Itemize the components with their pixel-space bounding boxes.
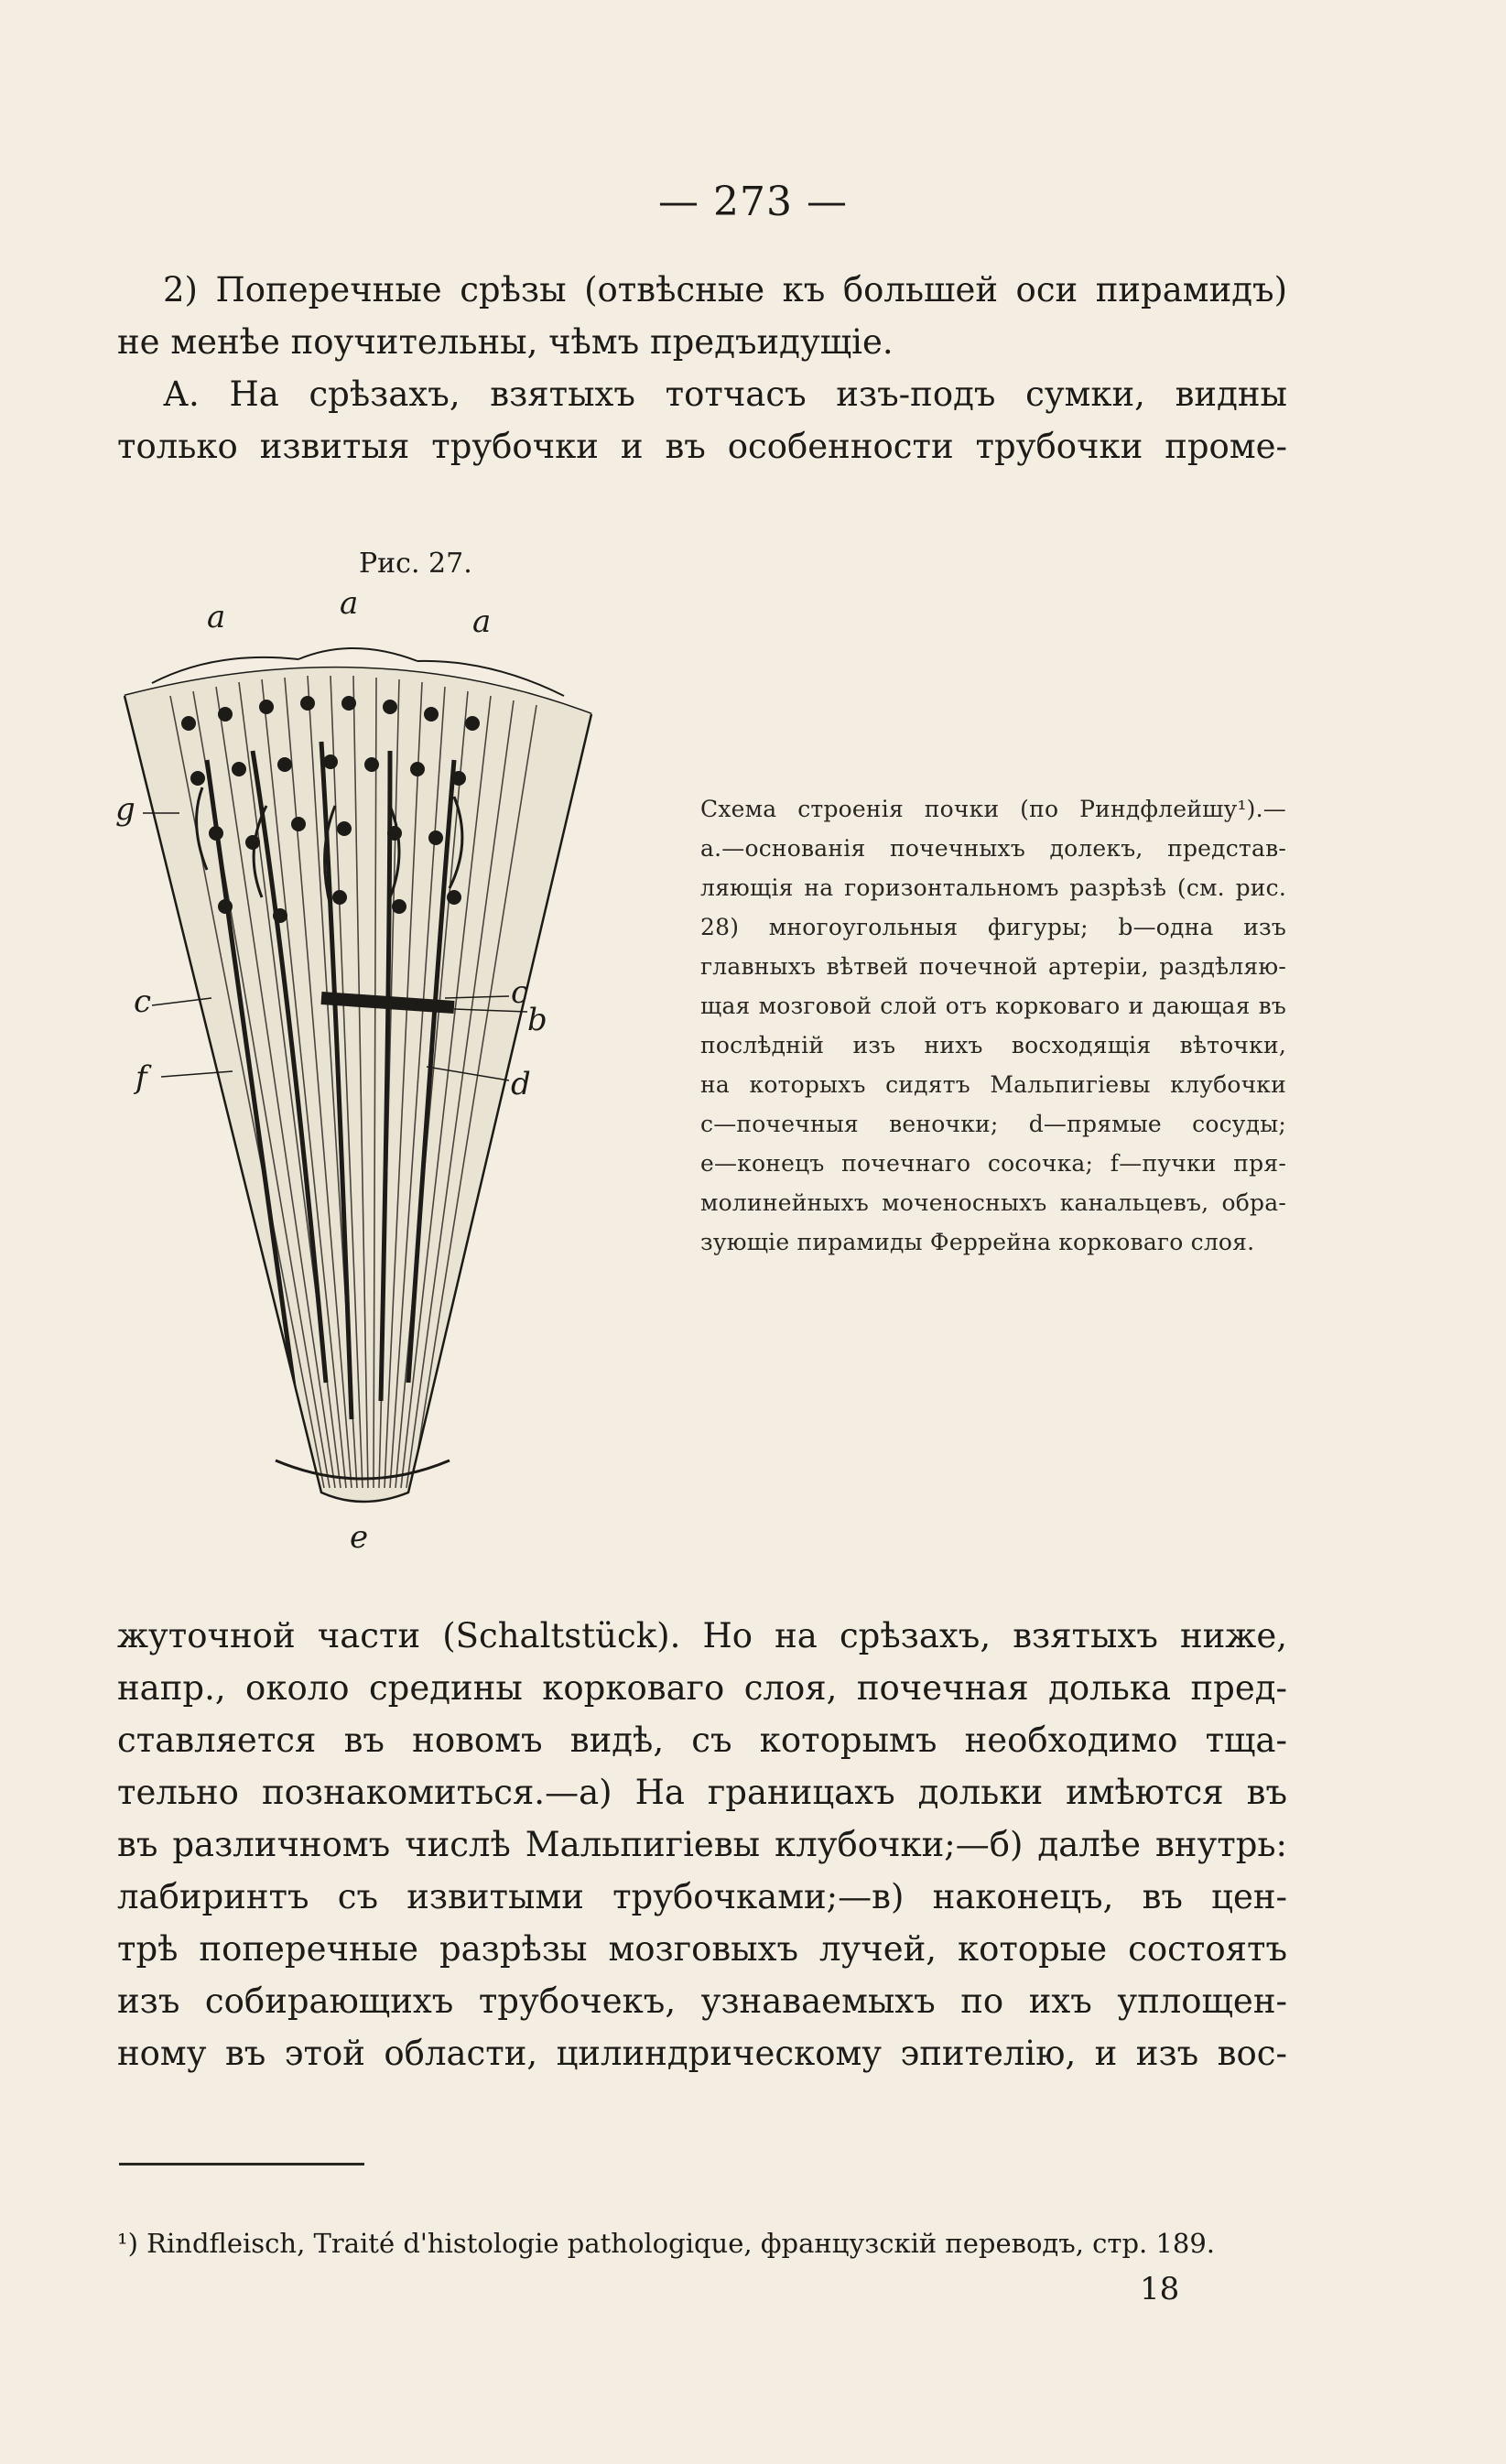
figure-legend <box>700 789 1286 1262</box>
text-line: ставляется въ новомъ видѣ, съ которымъ необходимо тща- <box>117 1720 1287 1760</box>
bottom-paragraph <box>117 1610 1287 2079</box>
legend-line: e—конецъ почечнаго сосочка; f—пучки пря- <box>700 1150 1286 1177</box>
legend-line: послѣдній изъ нихъ восходящія вѣточки, <box>700 1032 1286 1058</box>
text-line: только извитыя трубочки и въ особенности трубочки проме- <box>117 427 1287 466</box>
label-g: g <box>115 791 135 828</box>
legend-line: a.—основанія почечныхъ долекъ, представ- <box>700 835 1286 862</box>
text-line: жуточной части (Schaltstück). Но на срѣзахъ, взятыхъ ниже, <box>117 1616 1287 1655</box>
text-line: не менѣе поучительны, чѣмъ предъидущіе. <box>117 322 894 362</box>
legend-line: 28) многоугольныя фигуры; b—одна изъ <box>700 914 1286 940</box>
label-f: f <box>135 1059 147 1096</box>
text-line: лабиринтъ съ извитыми трубочками;—в) наконецъ, въ цен- <box>117 1877 1287 1916</box>
legend-line: щая мозговой слой отъ корковаго и дающая въ <box>700 993 1286 1019</box>
figure-caption: Рис. 27. <box>359 548 472 580</box>
legend-line: ляющія на горизонтальномъ разрѣзѣ (см. рис. <box>700 874 1286 901</box>
text-line: А. На срѣзахъ, взятыхъ тотчасъ изъ-подъ сумки, видны <box>163 374 1287 414</box>
label-c-right: c <box>511 974 529 1011</box>
footnote: ¹) Rindfleisch, Traité d'histologie pathologique, французскій переводъ, стр. 189. <box>117 2228 1216 2259</box>
top-paragraph <box>117 264 1287 472</box>
legend-line: молинейныхъ моченосныхъ канальцевъ, обра- <box>700 1189 1286 1216</box>
legend-line: c—почечныя веночки; d—прямые сосуды; <box>700 1111 1286 1137</box>
label-a-left: a <box>207 599 226 635</box>
text-line: ному въ этой области, цилиндрическому эпителію, и изъ вос- <box>117 2034 1287 2073</box>
label-b: b <box>527 1002 547 1038</box>
label-a-top: a <box>340 595 359 622</box>
signature-mark: 18 <box>1140 2271 1180 2307</box>
legend-line: на которыхъ сидятъ Мальпигіевы клубочки <box>700 1071 1286 1098</box>
text-line: тельно познакомиться.—а) На границахъ дольки имѣются въ <box>117 1773 1287 1812</box>
label-e: e <box>350 1519 369 1556</box>
text-line: изъ собирающихъ трубочекъ, узнаваемыхъ по ихъ уплощен- <box>117 1981 1287 2021</box>
label-c-left: c <box>134 983 152 1020</box>
legend-line: зующіе пирамиды Феррейна корковаго слоя. <box>700 1229 1255 1255</box>
label-d: d <box>511 1066 531 1102</box>
text-line: 2) Поперечные срѣзы (отвѣсные къ большей оси пирамидъ) <box>163 270 1287 309</box>
text-line: напр., около средины корковаго слоя, почечная долька пред- <box>117 1668 1287 1708</box>
legend-line: Схема строенія почки (по Риндфлейшу¹).— <box>700 796 1286 822</box>
text-line: въ различномъ числѣ Мальпигіевы клубочки;—б) далѣе внутрь: <box>117 1825 1287 1864</box>
footnote-divider <box>119 2163 364 2165</box>
text-line: трѣ поперечные разрѣзы мозговыхъ лучей, которые состоятъ <box>117 1929 1287 1969</box>
legend-line: главныхъ вѣтвей почечной артеріи, раздѣляю- <box>700 953 1286 980</box>
label-a-right: a <box>472 603 492 640</box>
kidney-lobe-illustration <box>115 595 628 1557</box>
page-number: — 273 — <box>658 179 848 225</box>
